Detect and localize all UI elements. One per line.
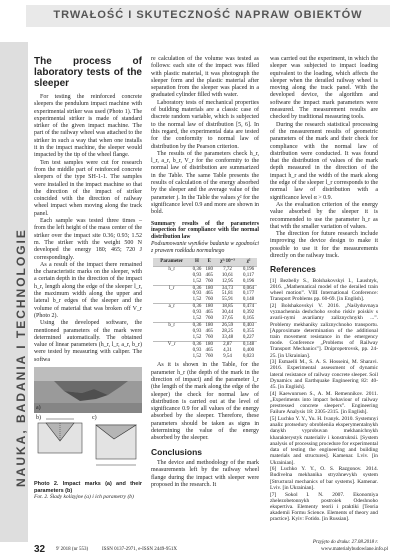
reference-item: [5] Luchko Y. Y., Yu. H. Ivanyk. 2010. Systemnyi analiz protsedury obrobleniia eksperymentalnykh danykh vyprobuvan mekhanichnykh kharakterystyk materialiv i konstruktsii. [System analysis of processing procedure for experimental data of testing the engineering and building materials and structures]. Kamenar. Lviv. [in Ukrainian]. [270, 416, 378, 466]
table-cell: 0,93 [192, 347, 202, 353]
table-cell: 465 [205, 310, 213, 316]
table-cell: 7,72 [215, 266, 240, 272]
table-cell: 18,85 [215, 304, 240, 310]
figure-caption-italic: Fot. 2. Ślady kolizyjne (a) i ich parametry (b) [34, 494, 134, 501]
table-cell: 180 [205, 285, 213, 291]
paragraph: During the research statistical processing of the measurement results of geometric parameters of the mark and their check for compliance with the normal law of distribution were conducted. It was found that the distribution of values of the mark depth measured in the direction of the impact h_r and the width of the mark along the edge of the sleeper l_r corresponds to the normal law of distribution with a significance level α > 0.9. [270, 121, 378, 201]
conclusions-title: Conclusions [151, 446, 203, 457]
table-cell: 760 [205, 334, 213, 340]
impact-mark-photo-a [34, 367, 142, 413]
column-left [34, 56, 142, 501]
table-cell: 28,25 [221, 328, 234, 334]
table-cell: 760 [205, 353, 213, 359]
table-cell: 9,54 [223, 353, 232, 359]
section-label: NAUKA, BADANIA I TECHNOLOGIE [14, 228, 28, 487]
table-cell: 0,474 [240, 304, 257, 310]
table-cell: 34,73 [215, 285, 240, 291]
table-cell: a_r [153, 304, 190, 310]
table-cell: 0,392 [242, 310, 255, 316]
table-cell: 26,59 [215, 322, 240, 328]
table-cell: 0,177 [242, 291, 255, 297]
table-cell: 0,93 [192, 310, 202, 316]
photo-2-figure [34, 367, 142, 479]
table-cell: 0,403 [240, 322, 257, 328]
column-middle [151, 56, 259, 489]
page-header-title: TRWAŁOŚĆ I SKUTECZNOŚĆ NAPRAW OBIEKTÓW [53, 9, 363, 21]
table-cell: 0,93 [192, 328, 202, 334]
table-cell: 180 [205, 341, 213, 347]
table-cell: 10,61 [221, 272, 234, 278]
table-header-cell: χ² [240, 258, 257, 267]
journal-url[interactable]: www.materialybudowlane.info.pl [320, 547, 388, 552]
table-cell: 37,65 [221, 316, 234, 322]
table-cell: 760 [205, 316, 213, 322]
paragraph: The results of the parameters check h_r, l_r, a_r, b_r, V_r for the conformity to the normal law of distribution are summarized in the Table. The same Table presents the results of calculation of the energy absorbed by the sleeper and the average value of the parameter j. In the Table the values χ² for the significance level 0.9 and more are shown in bold. [151, 150, 259, 216]
sidebar-band [0, 42, 28, 542]
table-cell: 465 [205, 328, 213, 334]
table-cell: 1,52 [192, 297, 202, 303]
reference-item: [3] Esmaelli M., S. A. S. Hosseini, M. Sharavi. 2016. Experimental assessment of dynamic lateral resistance of railway concrete sleeper. Soil Dynamics and Earthquake Engineering 82: 40-45. [in English]. [270, 359, 378, 391]
table-cell: 0,400 [242, 347, 255, 353]
paragraph: The device and methodology of the mark measurements left by the railway wheel flange during the impact with sleeper were proposed in the research. It [151, 459, 259, 488]
table-caption-bold: Summary results of the parameters inspection for compliance with the normal distribution law [151, 220, 259, 241]
table-cell: 180 [205, 304, 213, 310]
table-cell: 0,36 [190, 266, 203, 272]
table-header-cell: E [204, 258, 215, 267]
table-cell: 1,52 [192, 353, 202, 359]
table-cell: 1,52 [192, 334, 202, 340]
table-cell [153, 354, 190, 360]
table-cell: 465 [205, 291, 213, 297]
reference-item: [7] Sokol I. N. 2007. Ekonomiya zhelezobetonnykh postroiek Odeshnoho ekspertiva. Elementy teorii i praktiki [Teoria akademii Formu Science. Elements of theory and practice]. Kyiv: Fotido. [in Russian]. [270, 491, 378, 523]
table-cell: l_r [153, 285, 190, 291]
table-cell: 1,52 [192, 316, 202, 322]
table-cell: 180 [205, 266, 213, 272]
table-cell: b_r [153, 322, 190, 328]
reference-item: [6] Luchko Y. Y., O. S. Razgonov. 2014. Budivelna mekhanika stryzhnevykh system [Structural mechanics of bar systems]. Kamenar. Lviv. [in Ukrainian]. [270, 466, 378, 491]
issn-info: ISSN 0137-2971, e-ISSN 2449-951X [102, 547, 177, 552]
table-cell: 2,87 [215, 341, 240, 347]
table-caption-italic: Podsumowanie wyników badania w zgodności z prawem rozkładu normalnego [151, 240, 259, 254]
table-cell: 0,117 [242, 272, 255, 278]
received-date: Przyjęto do druku: 27.08.2018 r. [312, 540, 378, 545]
reference-item: [4] Kaewunruen S., A. M. Remennikov. 2011. „Experiments into impact behaviour of railway prestressed concrete sleepers”. Engineering Failure Analysis 18: 2305-2315. [in English]. [270, 390, 378, 416]
table-cell: 0,196 [242, 278, 255, 284]
table-cell: 0,93 [192, 291, 202, 297]
table-header-cell: H [190, 258, 203, 267]
panel-label-a: a) [36, 404, 41, 411]
table-cell: 0,165 [242, 316, 255, 322]
paragraph: As a result of the impact there remained the characteristic marks on the sleeper, with a certain depth in the direction of the impact h_r, length along the edge of the sleeper l_r, the maximum width along the upper and lateral b_r edges of the sleeper and the volume of material that was broken off V_r (Photo 2). [34, 261, 142, 319]
table-cell: h_r [153, 266, 190, 272]
paragraph: As it is shown in the Table, for the parameter h_r (the depth of the mark in the direction of impact) and the parameter l_r (the length of the mark along the edge of the sleeper) the check for normal law of distribution is carried out at the level of significance 0.9 for all values of the energy absorbed by the sleeper. Therefore, these parameters should be taken as signs in determining the value of the energy absorbed by the sleeper. [151, 362, 259, 442]
table-cell: 0,148 [242, 297, 255, 303]
paragraph: Using the developed software, the mentioned parameters of the mark were determined automatically. The obtained value of linear parameters (h_r, l_r, a_r, b_r) were tested by measuring with caliper. The softwa [34, 320, 142, 363]
table-cell: 1,52 [192, 278, 202, 284]
table-cell: 12,95 [221, 278, 234, 284]
table-cell: 0,355 [242, 328, 255, 334]
table-cell: 30,44 [221, 310, 234, 316]
page-footer [34, 546, 390, 554]
table-cell: 0,36 [190, 304, 203, 310]
table-cell: 0,93 [192, 272, 202, 278]
table-cell: 0,36 [190, 322, 203, 328]
table-cell: 4,31 [223, 347, 232, 353]
paragraph: Ten test samples were cut for research from the middle part of reinforced concrete sleepers of the type SH-1-1. The samples were installed in the impact machine so that the direction of the impact of striker coincided with the direction of railway wheel impact when moving along the track panel. [34, 159, 142, 217]
references-list [270, 278, 378, 523]
column-right [270, 56, 378, 523]
table-cell: 0,227 [242, 334, 255, 340]
table-cell: V_r [153, 341, 190, 347]
references-title: References [270, 264, 316, 275]
table-cell: 465 [205, 347, 213, 353]
panel-label-b: b) [36, 414, 41, 421]
figure-caption-bold: Photo 2. Impact marks (a) and their parameters (b) [34, 480, 142, 494]
issue-info: 9' 2018 (nr 553) [56, 547, 89, 552]
reference-item: [2] Bolshakovskyi V. 2016. „Naślyduvnaya vyznachennia deshchoho svoho riskiv poiskiv s avarii-nymi avariiamy zaliznychnykh ...”. Problemy mekhaniky zaliznychnoho transportu. [Approximate determination of the additional train movement resistance in the emergency mode. Conference „Problems of Railway Transport Mechanics”]. Dnipropetrovsk, pp. 24-25. [in Ukrainian]. [270, 302, 378, 359]
paragraph: Laboratory tests of mechanical properties of building materials are a classic case of discrete random variable, which is subjected to the normal law of distribution [5, 6]. In this regard, the experimental data are tested for the conformity to normal law of distribution by the Pearson criterion. [151, 99, 259, 150]
header-bar [26, 5, 390, 27]
table-cell: 55,91 [221, 297, 234, 303]
table-row [153, 354, 257, 360]
figure-caption [34, 481, 142, 501]
table-header-row [153, 258, 257, 267]
table-header-cell: χ²·10⁻³ [215, 258, 240, 267]
table-cell: 0,064 [240, 285, 257, 291]
table-cell: 51,81 [221, 291, 234, 297]
results-table [153, 258, 257, 360]
table-cell: 0,148 [240, 341, 257, 347]
reference-item: [1] Bezbeliy S., Bolshakovskyi I., Laushtyk, 2016. „Mathematical model of the derailed train wheel motion”. VIII International Conference: Transport Problems pp. 60-69. [in English]. [270, 277, 378, 303]
table-cell: 0,196 [240, 266, 257, 272]
table-cell: 0,36 [190, 285, 203, 291]
table-cell: 180 [205, 322, 213, 328]
table-cell: 760 [205, 297, 213, 303]
table-cell: 0,36 [190, 341, 203, 347]
table-caption [151, 221, 259, 255]
impact-mark-diagram-b [34, 415, 86, 477]
paragraph: As the evaluation criterion of the energy value absorbed by the sleeper it is recommended to use the parameter h_r as that with the smaller variation of values. [270, 201, 378, 230]
section-title: The process of laboratory tests of the sleeper [34, 56, 142, 89]
table-cell: 760 [205, 278, 213, 284]
page-number: 32 [34, 544, 46, 555]
paragraph: Each sample was tested three times – from the left height of the mass center of the striker over the impact site 0.36; 0.93; 1.52 m. The striker with the weight 500 N developed the energy 180; 465; 720 J correspondingly. [34, 218, 142, 261]
table-cell: 0,023 [242, 353, 255, 359]
paragraph: re calculation of the volume was tested as follows: each site of the impact was filled with plastic material, it was photograph the sleeper form and the plastic material after separation from the sleeper was placed in a graduated cylinder filled with water. [151, 56, 259, 99]
paragraph: The direction for future research include improving the device design to make it possible to use it for the measurements directly on the railway track. [270, 231, 378, 260]
panel-label-c: c) [92, 414, 97, 421]
table-cell: 465 [205, 272, 213, 278]
paragraph: For testing the reinforced concrete sleepers the pendulum impact machine with experimental striker was used (Photo 1). The experimental striker is made of standard striker of the given impact machine. The part of the railway wheel was attached to the striker in such a way that when one installs it in the impact machine, the sleeper would impacted by the tip of the wheel flange. [34, 94, 142, 159]
impact-mark-diagram-c [90, 415, 142, 477]
table-header-cell: Parameter [153, 258, 190, 267]
paragraph: was carried out the experiment, in which the sleeper was subjected to impact loading equivalent to the loading, which affects the sleeper when the derailed railway wheel is moving along the track panel. With the developed device, the algorithm and software the impact mark parameters were measured. The measurement results are checked by traditional measuring tools. [270, 56, 378, 121]
table-cell: 33,48 [221, 334, 234, 340]
